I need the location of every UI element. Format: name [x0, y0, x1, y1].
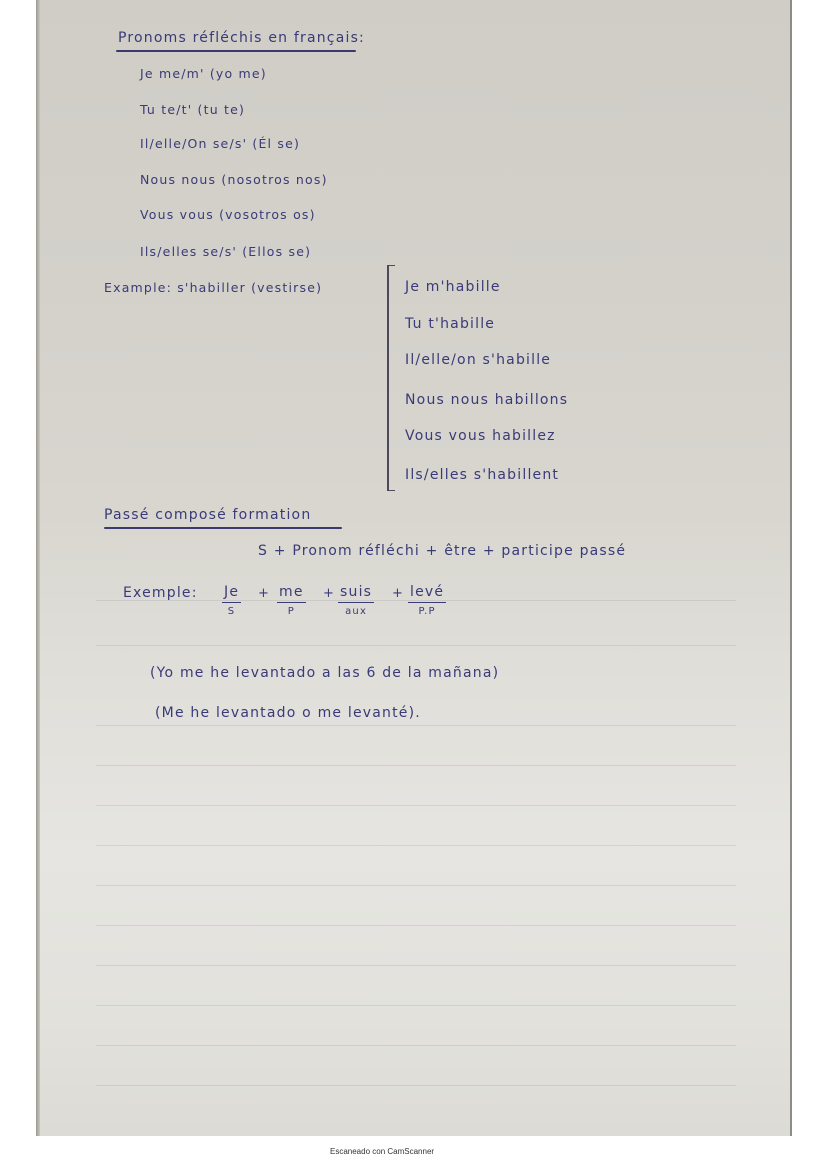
example-label: Example: s'habiller (vestirse): [104, 280, 323, 295]
camscanner-watermark: Escaneado con CamScanner: [330, 1147, 435, 1156]
bleed-through-line: [96, 965, 736, 966]
example-part-past-participle: [408, 584, 446, 617]
bleed-through-line: [96, 1005, 736, 1006]
role: S: [227, 606, 236, 617]
word: me: [277, 584, 306, 603]
translation-line: (Yo me he levantado a las 6 de la mañana): [150, 665, 500, 681]
word: levé: [408, 584, 446, 603]
pronoun-row: Ils/elles se/s' (Ellos se): [140, 244, 312, 259]
formula: S + Pronom réfléchi + être + participe passé: [258, 543, 627, 559]
conjugation-row: Vous vous habillez: [405, 428, 556, 444]
bleed-through-line: [96, 765, 736, 766]
conjugation-row: Tu t'habille: [405, 316, 496, 332]
bleed-through-line: [96, 725, 736, 726]
role: P.P: [418, 606, 436, 617]
section-title-passe-compose: Passé composé formation: [104, 507, 312, 523]
bleed-through-line: [96, 845, 736, 846]
conjugation-row: Ils/elles s'habillent: [405, 467, 560, 483]
bleed-through-line: [96, 805, 736, 806]
translation-line: (Me he levantado o me levanté).: [155, 705, 421, 721]
role: P: [287, 606, 295, 617]
plus-sign: +: [392, 586, 405, 601]
title-underline: [116, 50, 356, 52]
conjugation-row: Je m'habille: [405, 279, 501, 295]
word: suis: [338, 584, 374, 603]
example-part-auxiliary: [338, 584, 374, 617]
plus-sign: +: [258, 586, 271, 601]
pronoun-row: Je me/m' (yo me): [140, 66, 267, 81]
pronoun-row: Il/elle/On se/s' (Él se): [140, 136, 301, 151]
example-part-subject: [222, 584, 241, 617]
example-label: Exemple:: [123, 585, 198, 601]
pronoun-row: Tu te/t' (tu te): [140, 102, 246, 117]
title-underline: [104, 527, 342, 529]
conjugation-row: Nous nous habillons: [405, 392, 569, 408]
word: Je: [222, 584, 241, 603]
bleed-through-line: [96, 645, 736, 646]
pronoun-row: Vous vous (vosotros os): [140, 207, 316, 222]
bleed-through-line: [96, 1045, 736, 1046]
plus-sign: +: [323, 586, 336, 601]
scanned-page: [36, 0, 792, 1136]
conjugation-bracket: [387, 265, 395, 491]
bleed-through-line: [96, 1085, 736, 1086]
section-title-reflexive-pronouns: Pronoms réfléchis en français:: [118, 30, 365, 46]
role: aux: [345, 606, 368, 617]
pronoun-row: Nous nous (nosotros nos): [140, 172, 328, 187]
conjugation-row: Il/elle/on s'habille: [405, 352, 552, 368]
bleed-through-line: [96, 925, 736, 926]
example-part-pronoun: [277, 584, 306, 617]
bleed-through-line: [96, 885, 736, 886]
